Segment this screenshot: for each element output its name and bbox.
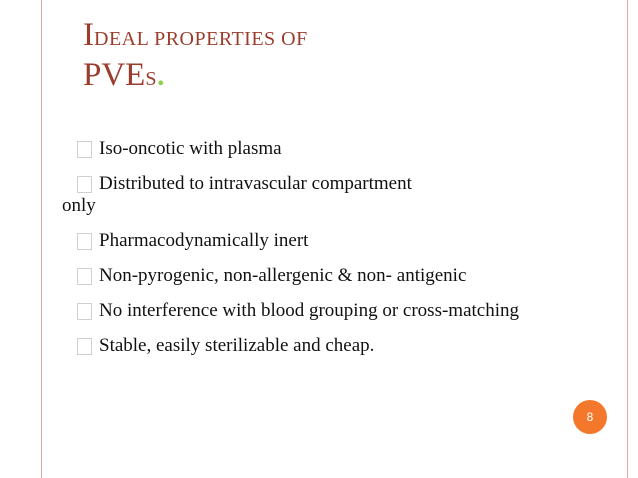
empty-square-bullet-icon <box>77 338 92 355</box>
bullet-item-inert <box>77 231 597 251</box>
empty-square-bullet-icon <box>77 268 92 285</box>
page-number-badge: 8 <box>573 400 607 434</box>
title-small-caps-s: S <box>145 68 157 90</box>
bullet-text: Iso-oncotic with plasma <box>99 138 282 159</box>
bullet-item-no-interference <box>77 301 597 321</box>
bullet-text-line-2: only <box>62 195 96 216</box>
bullet-text: No interference with blood grouping or cross-matching <box>99 300 519 321</box>
bullet-text: Non-pyrogenic, non-allergenic & non- antigenic <box>99 265 467 286</box>
slide-title <box>83 18 603 98</box>
title-small-caps-1: DEAL PROPERTIES OF <box>94 28 308 50</box>
empty-square-bullet-icon <box>77 233 92 250</box>
bullet-text: Stable, easily sterilizable and cheap. <box>99 335 375 356</box>
title-line-1 <box>83 18 603 58</box>
empty-square-bullet-icon <box>77 141 92 158</box>
empty-square-bullet-icon <box>77 303 92 320</box>
bullet-item-iso-oncotic <box>77 139 597 159</box>
title-line-2 <box>83 58 603 98</box>
right-border-line <box>627 0 628 478</box>
bullet-item-distributed <box>62 173 597 216</box>
bullet-list <box>62 138 597 371</box>
title-cap-pve: PVE <box>83 57 146 93</box>
title-dot: . <box>156 59 165 92</box>
bullet-text-line-1: Distributed to intravascular compartment <box>99 173 412 194</box>
empty-square-bullet-icon <box>77 176 92 193</box>
bullet-item-non-pyrogenic <box>77 266 597 286</box>
title-cap-i: I <box>83 17 94 53</box>
bullet-text: Pharmacodynamically inert <box>99 230 309 251</box>
left-border-line <box>41 0 42 478</box>
bullet-item-stable <box>77 336 597 356</box>
